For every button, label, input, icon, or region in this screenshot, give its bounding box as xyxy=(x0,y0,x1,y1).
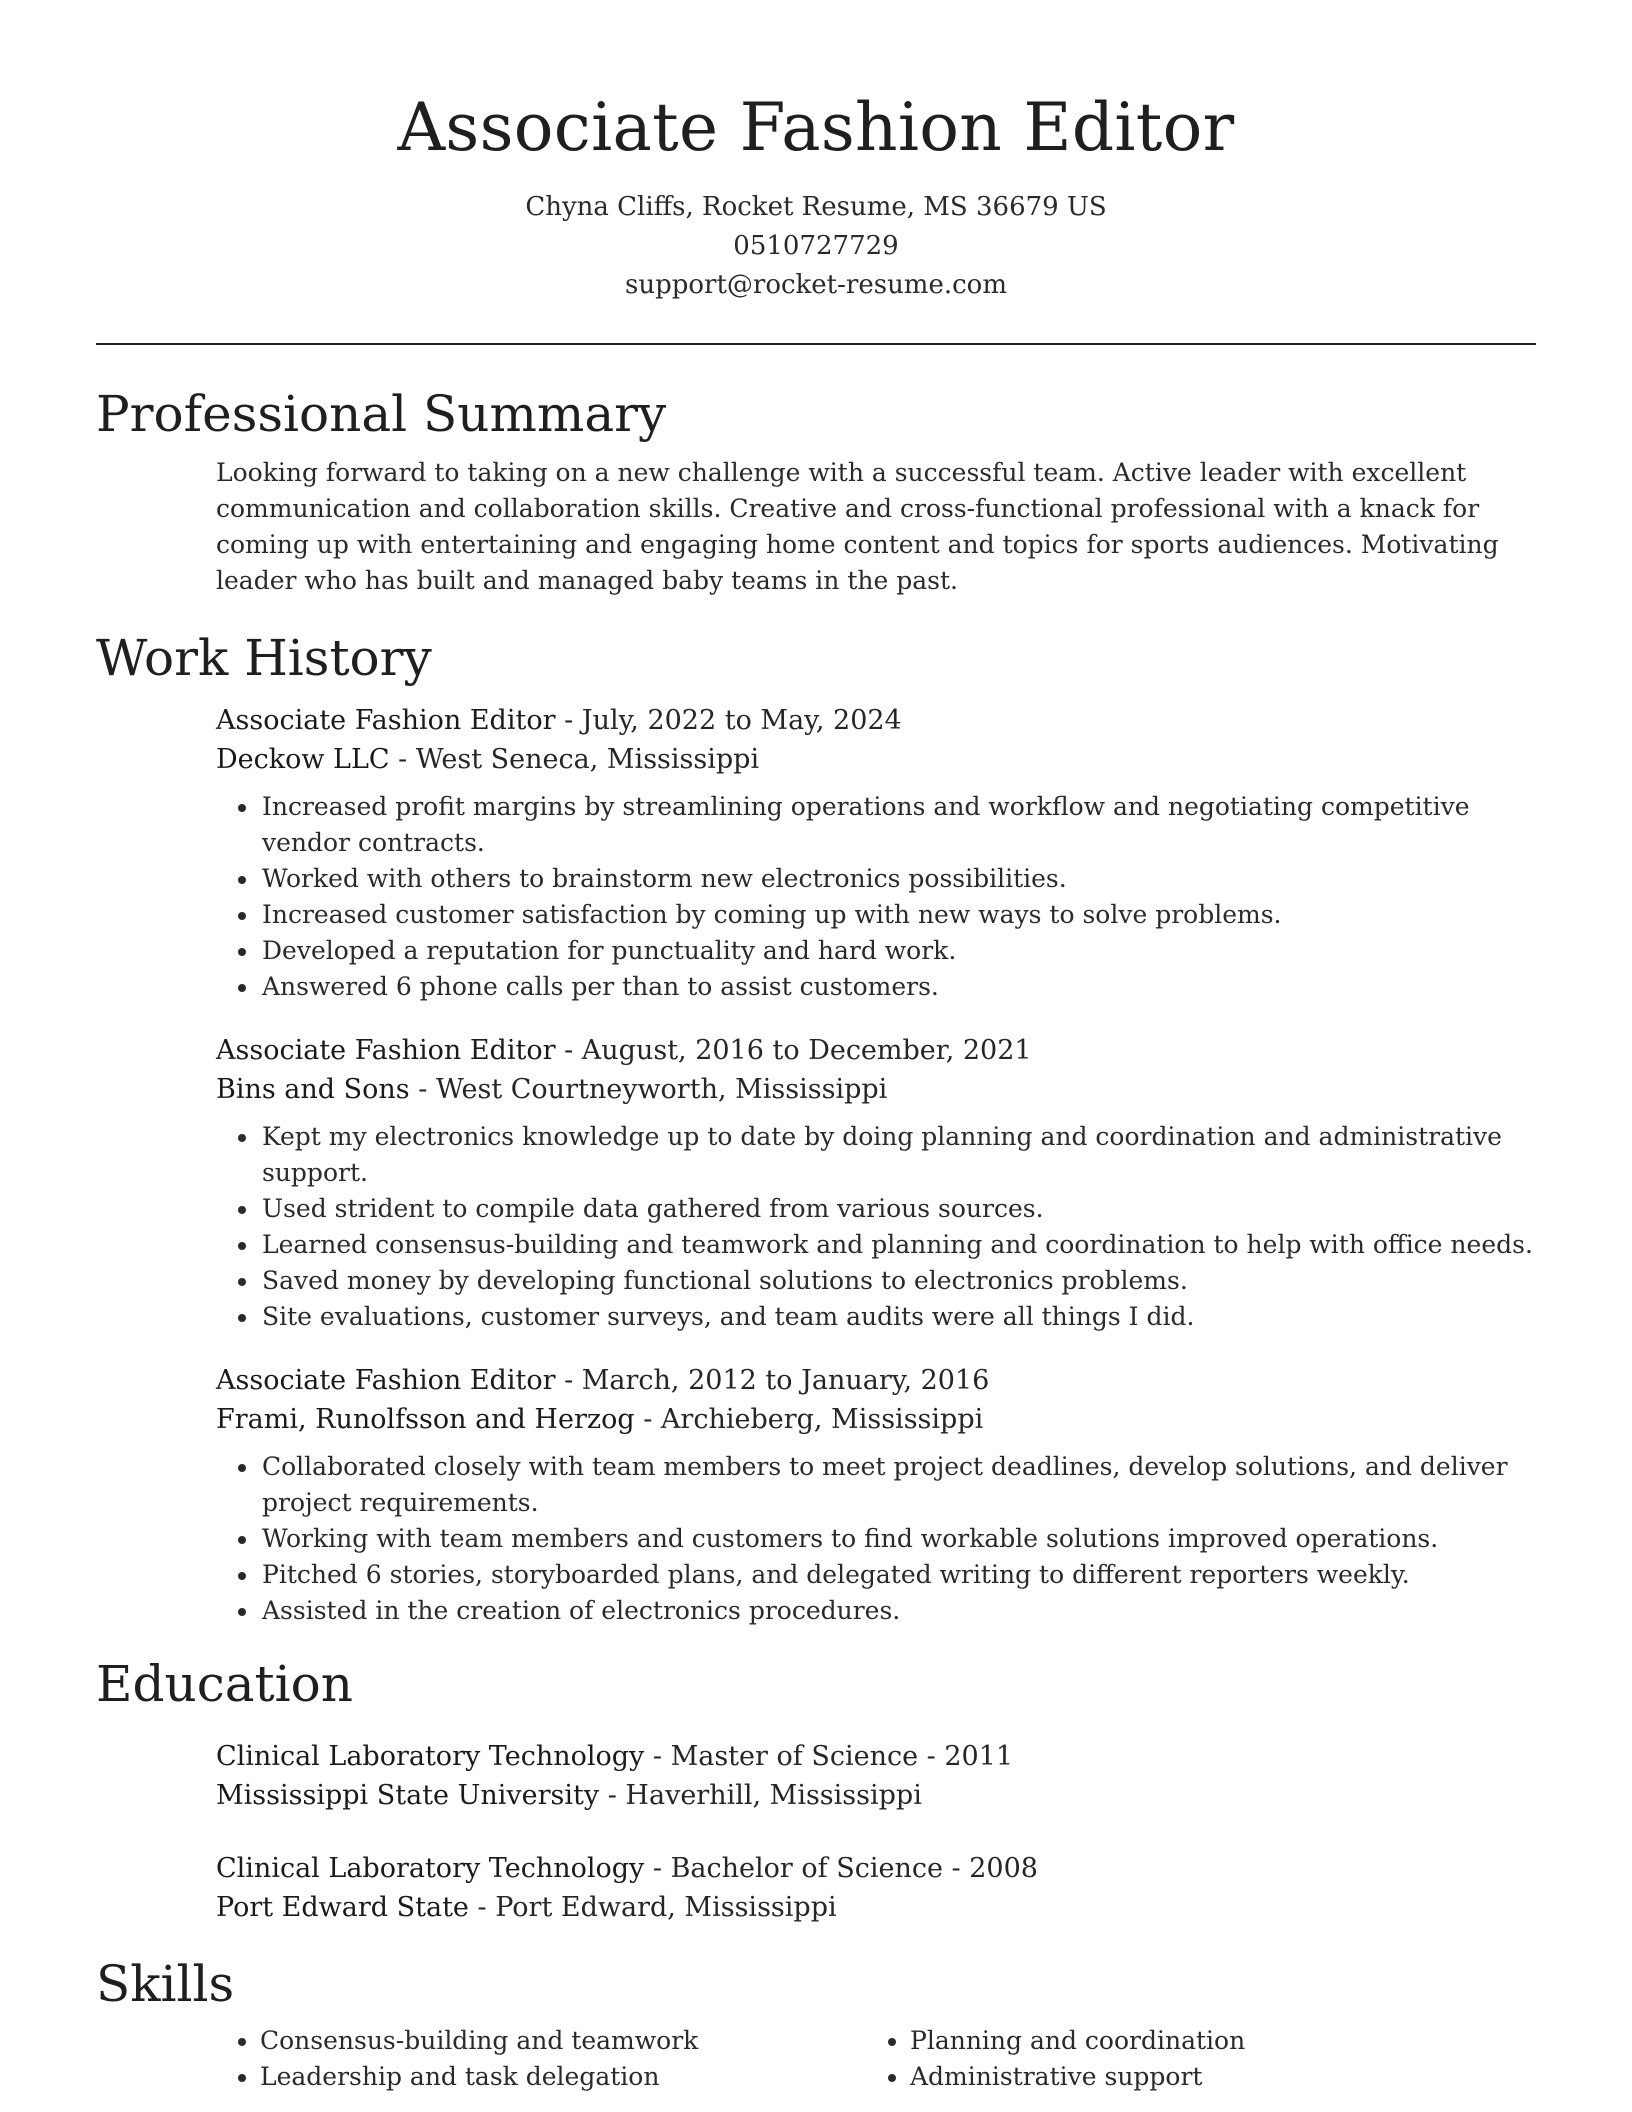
job-company: Frami, Runolfsson and Herzog xyxy=(216,1404,635,1435)
page-title: Associate Fashion Editor xyxy=(397,89,1235,166)
summary-heading: Professional Summary xyxy=(96,385,667,443)
job-company-line xyxy=(216,1070,1536,1109)
list-item: • Leadership and task delegation xyxy=(260,2059,866,2095)
job-role: Associate Fashion Editor xyxy=(216,1365,556,1396)
list-item: • Assisted in the creation of electronics procedures. xyxy=(260,1593,1536,1629)
job-location: - Archieberg, Mississippi xyxy=(634,1404,984,1435)
education-year: - 2008 xyxy=(942,1853,1038,1884)
skills-column-left xyxy=(216,2023,866,2095)
work-history-heading: Work History xyxy=(96,629,432,687)
list-item: • Consensus-building and teamwork xyxy=(260,2023,866,2059)
job-entry xyxy=(216,701,1536,1005)
job-role: Associate Fashion Editor xyxy=(216,705,556,736)
education-section xyxy=(96,1653,1536,1927)
education-school-line xyxy=(216,1776,1536,1815)
job-entry xyxy=(216,1031,1536,1335)
job-title-line xyxy=(216,1031,1536,1070)
header-divider xyxy=(96,343,1536,345)
resume-header xyxy=(96,86,1536,305)
skills-heading: Skills xyxy=(96,1955,235,2013)
list-item: • Worked with others to brainstorm new electronics possibilities. xyxy=(260,861,1536,897)
job-company: Deckow LLC xyxy=(216,744,390,775)
education-entry xyxy=(216,1849,1536,1927)
skills-grid xyxy=(216,2023,1536,2095)
list-item: • Working with team members and customers to find workable solutions improved operations. xyxy=(260,1521,1536,1557)
list-item: • Administrative support xyxy=(910,2059,1516,2095)
job-title-line xyxy=(216,701,1536,740)
education-degree-line xyxy=(216,1849,1536,1888)
education-year: - 2011 xyxy=(918,1741,1014,1772)
list-item: • Answered 6 phone calls per than to assist customers. xyxy=(260,969,1536,1005)
summary-text: Looking forward to taking on a new challenge with a successful team. Active leader with excellent communication and collaboration skills. Creative and cross-functional professional with a knack for coming up with entertaining and engaging home content and topics for sports audiences. Motivating leader who has built and managed baby teams in the past. xyxy=(216,458,1499,595)
summary-section xyxy=(96,383,1536,599)
education-degree: - Master of Science xyxy=(644,1741,919,1772)
contact-email: support@rocket-resume.com xyxy=(624,270,1007,300)
job-company: Bins and Sons xyxy=(216,1074,410,1105)
education-field: Clinical Laboratory Technology xyxy=(216,1853,645,1884)
list-item: • Used strident to compile data gathered from various sources. xyxy=(260,1191,1536,1227)
education-location: - Haverhill, Mississippi xyxy=(599,1780,922,1811)
list-item: • Collaborated closely with team members to meet project deadlines, develop solutions, and deliver project requirements. xyxy=(260,1449,1536,1521)
education-degree: - Bachelor of Science xyxy=(644,1853,943,1884)
education-school: Mississippi State University xyxy=(216,1780,600,1811)
education-degree-line xyxy=(216,1737,1536,1776)
job-bullets xyxy=(216,1119,1536,1335)
education-field: Clinical Laboratory Technology xyxy=(216,1741,645,1772)
contact-info xyxy=(96,188,1536,305)
skills-section xyxy=(96,1953,1536,2095)
education-school-line xyxy=(216,1888,1536,1927)
job-title-line xyxy=(216,1361,1536,1400)
job-dates: - August, 2016 to December, 2021 xyxy=(555,1035,1032,1066)
skills-column-right xyxy=(866,2023,1516,2095)
work-history-section xyxy=(96,627,1536,1629)
contact-address: Chyna Cliffs, Rocket Resume, MS 36679 US xyxy=(525,192,1107,222)
list-item: • Learned consensus-building and teamwork and planning and coordination to help with office needs. xyxy=(260,1227,1536,1263)
list-item: • Pitched 6 stories, storyboarded plans, and delegated writing to different reporters weekly. xyxy=(260,1557,1536,1593)
job-entry xyxy=(216,1361,1536,1629)
job-role: Associate Fashion Editor xyxy=(216,1035,556,1066)
list-item: • Developed a reputation for punctuality and hard work. xyxy=(260,933,1536,969)
education-heading: Education xyxy=(96,1655,353,1713)
job-location: - West Courtneyworth, Mississippi xyxy=(409,1074,888,1105)
job-location: - West Seneca, Mississippi xyxy=(389,744,760,775)
job-dates: - July, 2022 to May, 2024 xyxy=(555,705,902,736)
job-company-line xyxy=(216,1400,1536,1439)
contact-phone: 0510727729 xyxy=(733,231,899,261)
job-company-line xyxy=(216,740,1536,779)
education-location: - Port Edward, Mississippi xyxy=(468,1892,837,1923)
job-bullets xyxy=(216,1449,1536,1629)
list-item: • Increased customer satisfaction by coming up with new ways to solve problems. xyxy=(260,897,1536,933)
list-item: • Saved money by developing functional solutions to electronics problems. xyxy=(260,1263,1536,1299)
list-item: • Increased profit margins by streamlining operations and workflow and negotiating competitive vendor contracts. xyxy=(260,789,1536,861)
list-item: • Kept my electronics knowledge up to date by doing planning and coordination and administrative support. xyxy=(260,1119,1536,1191)
job-bullets xyxy=(216,789,1536,1005)
job-dates: - March, 2012 to January, 2016 xyxy=(555,1365,990,1396)
list-item: • Planning and coordination xyxy=(910,2023,1516,2059)
education-school: Port Edward State xyxy=(216,1892,469,1923)
education-entry xyxy=(216,1737,1536,1815)
list-item: • Site evaluations, customer surveys, and team audits were all things I did. xyxy=(260,1299,1536,1335)
